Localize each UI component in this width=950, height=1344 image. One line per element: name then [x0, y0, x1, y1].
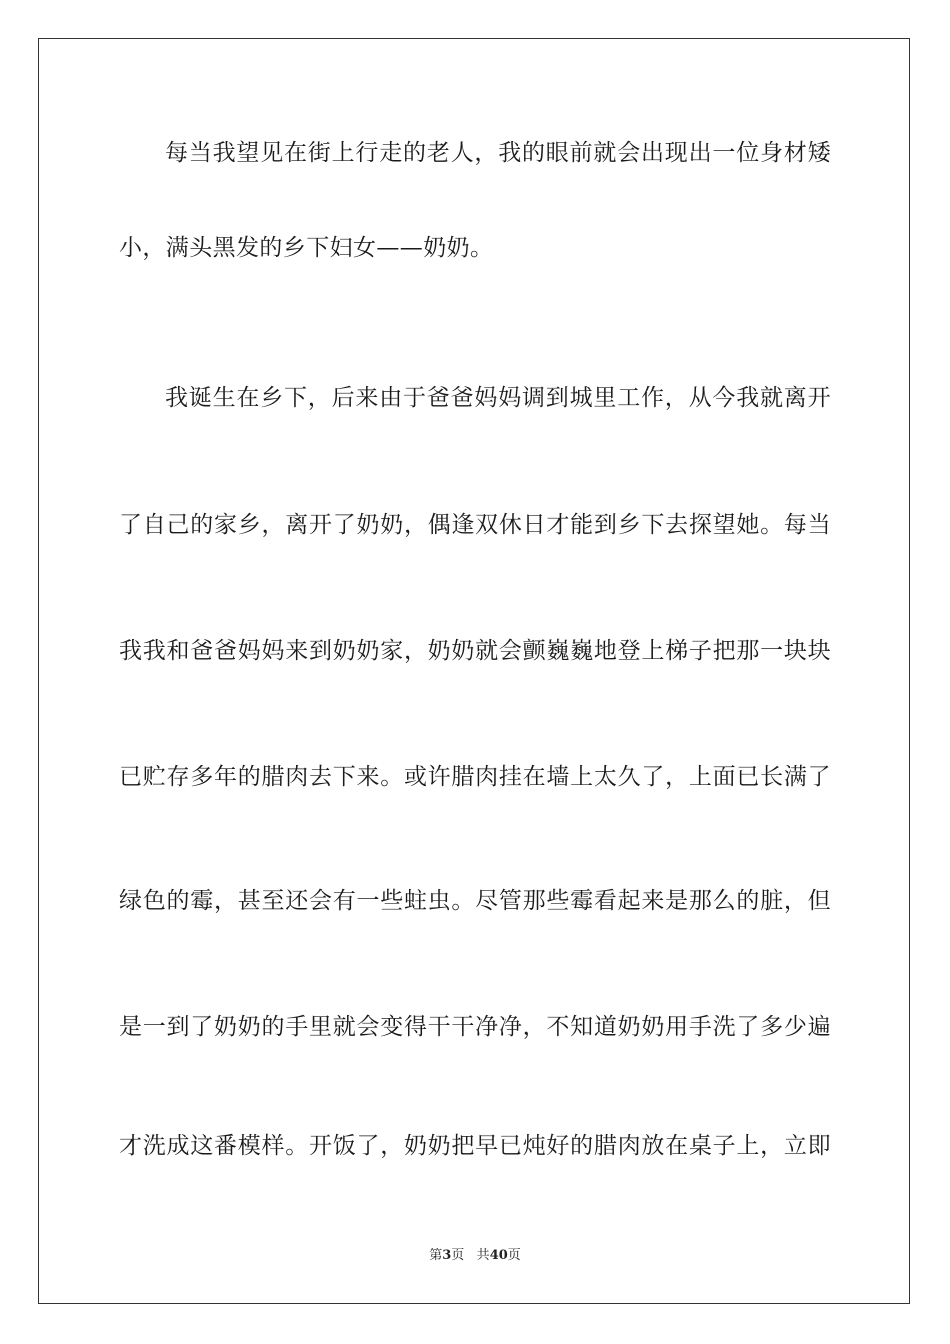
page-footer — [0, 1247, 950, 1265]
total-pages: 40 — [489, 1248, 508, 1263]
paragraph-line: 我诞生在乡下，后来由于爸爸妈妈调到城里工作，从今我就离开 — [165, 385, 831, 411]
page-suffix: 页 — [451, 1248, 465, 1263]
paragraph-line: 是一到了奶奶的手里就会变得干干净净，不知道奶奶用手洗了多少遍 — [119, 1014, 831, 1040]
paragraph-line: 小，满头黑发的乡下妇女——奶奶。 — [119, 235, 494, 261]
paragraph-line: 已贮存多年的腊肉去下来。或许腊肉挂在墙上太久了，上面已长满了 — [119, 764, 831, 790]
paragraph-line: 才洗成这番模样。开饭了，奶奶把早已炖好的腊肉放在桌子上，立即 — [119, 1133, 831, 1159]
page-prefix: 第 — [429, 1248, 443, 1263]
paragraph-line: 每当我望见在街上行走的老人，我的眼前就会出现出一位身材矮 — [165, 140, 831, 166]
page-border — [38, 38, 910, 1304]
page-number: 3 — [442, 1248, 452, 1263]
total-prefix: 共 — [476, 1248, 490, 1263]
paragraph-line: 我我和爸爸妈妈来到奶奶家，奶奶就会颤巍巍地登上梯子把那一块块 — [119, 638, 831, 664]
paragraph-line: 绿色的霉，甚至还会有一些蛀虫。尽管那些霉看起来是那么的脏，但 — [119, 888, 831, 914]
total-suffix: 页 — [507, 1248, 521, 1263]
paragraph-line: 了自己的家乡，离开了奶奶，偶逢双休日才能到乡下去探望她。每当 — [119, 512, 831, 538]
